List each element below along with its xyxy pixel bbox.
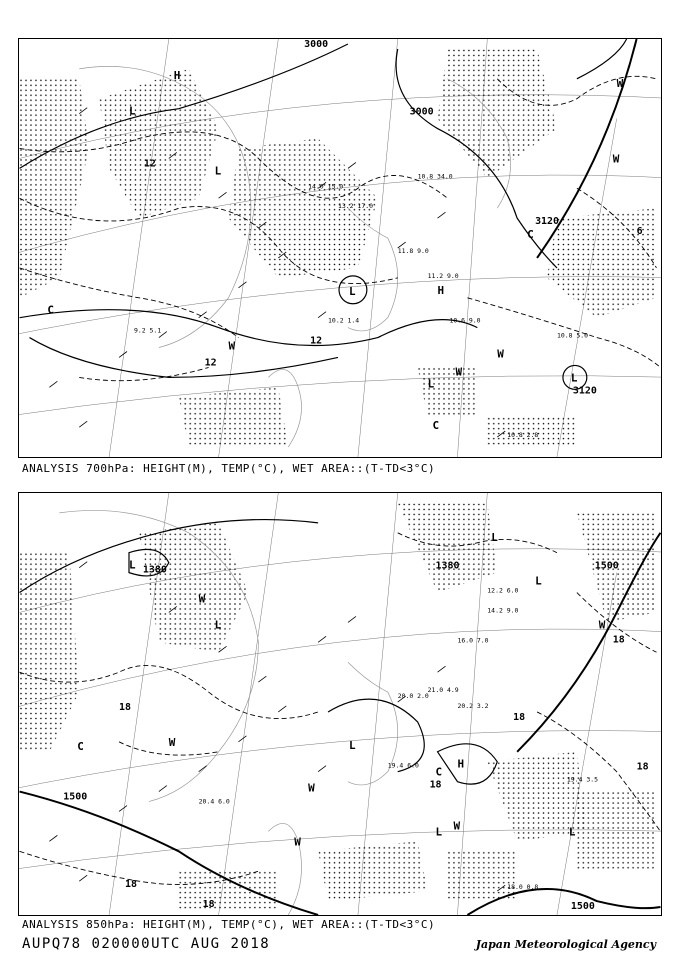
contour-label: 1500 [570,901,595,913]
low-mark: L [570,371,578,385]
weather-map-700hpa [19,39,661,457]
station-value: 13.2 17.0 [338,202,373,211]
contour-label: 3000 [304,39,329,50]
station-value: 19.4 6.0 [387,761,419,770]
contour-label: 1500 [63,791,88,803]
station-value: 10.8 5.0 [556,331,589,340]
warm-mark: W [598,618,606,632]
station-value: 20.2 3.2 [457,701,489,710]
warm-mark: W [308,781,315,795]
low-mark: L [535,574,542,588]
station-value: 20.4 6.0 [198,797,230,806]
contour-label: 18 [125,879,137,891]
warm-mark: W [453,819,461,833]
cold-mark: C [77,739,84,753]
station-value: 10.6 9.0 [449,316,481,325]
station-plots [49,562,505,891]
low-mark: L [435,825,443,839]
contour-label: 18 [612,634,625,646]
map-panel-850hpa [18,492,662,916]
station-value: 18.0 0.8 [507,883,539,892]
high-mark: H [173,68,181,82]
contour-label: 3120 [535,216,560,228]
station-value: 10.2 1.4 [328,316,360,325]
caption-700hpa: ANALYSIS 700hPa: HEIGHT(M), TEMP(°C), WET AREA::(T-TD<3°C) [22,462,436,475]
contour-label: 18 [119,701,132,713]
low-mark: L [348,738,356,752]
station-value: 19.4 3.5 [566,775,599,784]
warm-mark: W [168,735,176,749]
contour-label: 18 [636,761,649,773]
cold-mark: C [435,765,443,779]
contour-label: 12 [310,335,323,347]
low-mark: L [427,377,435,391]
caption-850hpa: ANALYSIS 850hPa: HEIGHT(M), TEMP(°C), WET AREA::(T-TD<3°C) [22,918,436,931]
contour-label: 3000 [409,106,434,118]
cold-mark: C [432,419,440,433]
low-mark: L [491,530,498,544]
low-mark: L [214,618,222,632]
station-value: 14.2 9.0 [487,606,519,615]
map-panel-700hpa [18,38,662,458]
station-value: 12.2 6.0 [487,586,519,595]
low-mark: L [348,284,356,298]
station-value: 20.0 2.0 [397,692,429,701]
station-value: 21.0 4.9 [427,686,459,695]
high-mark: H [457,757,465,771]
high-mark: H [437,283,445,297]
warm-mark: W [294,835,301,849]
station-value: 9.2 5.1 [133,326,162,335]
low-mark: L [129,558,136,572]
low-mark: L [568,825,576,839]
contour-label: 18 [513,711,526,723]
cold-mark: C [47,303,54,317]
contour-label: 1380 [142,564,167,576]
low-mark: L [214,164,222,178]
station-value: 14.0 15.0 [308,182,344,191]
warm-mark: W [455,365,463,379]
contour-label: 12 [204,357,217,369]
station-value: 10.8 34.0 [417,172,453,181]
weather-map-850hpa [19,493,661,915]
station-value: 11.8 9.0 [397,246,429,255]
warm-mark: W [612,152,620,166]
agency-name: Japan Meteorological Agency [475,938,656,951]
warm-mark: W [198,592,206,606]
contour-label: 1380 [435,560,460,572]
station-value: 16.0 7.0 [457,636,489,645]
warm-mark: W [228,339,236,353]
warm-mark: W [497,347,504,361]
station-value: 10.8 2.8 [507,431,539,440]
contour-label: 18 [429,779,442,791]
product-code: AUPQ78 020000UTC AUG 2018 [22,936,271,952]
low-mark: L [129,104,136,118]
contour-label: 6 [636,226,643,238]
station-value: 11.2 9.0 [427,271,459,280]
cold-mark: C [527,228,534,242]
wet-areas [20,49,657,447]
contour-label: 3120 [572,385,597,397]
contour-label: 18 [202,899,215,911]
warm-mark: W [616,76,624,90]
contour-label: 1500 [594,560,619,572]
contour-label: 12 [143,158,156,170]
